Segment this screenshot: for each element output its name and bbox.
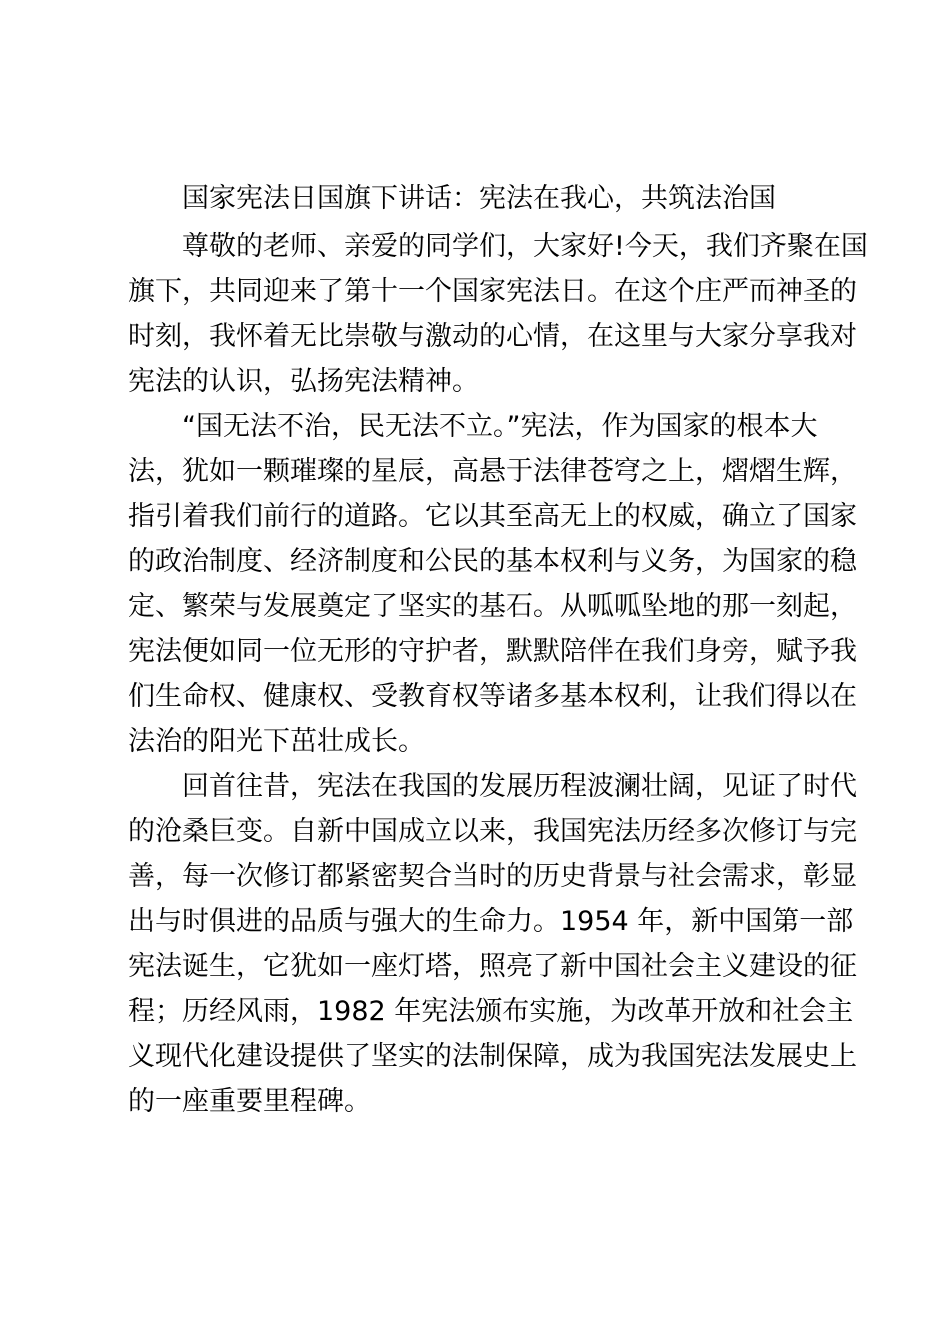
- text-line: 的政治制度、经济制度和公民的基本权利与义务，为国家的稳: [128, 546, 857, 577]
- text-line: 法，犹如一颗璀璨的星辰，高悬于法律苍穹之上，熠熠生辉，: [128, 456, 857, 487]
- text-line: 旗下，共同迎来了第十一个国家宪法日。在这个庄严而神圣的: [128, 276, 857, 307]
- text-line: 义现代化建设提供了坚实的法制保障，成为我国宪法发展史上: [128, 1041, 857, 1072]
- text-line: 善，每一次修订都紧密契合当时的历史背景与社会需求，彰显: [128, 861, 857, 892]
- text-line: 程；历经风雨，1982 年宪法颁布实施，为改革开放和社会主: [128, 996, 854, 1027]
- text-line: 法治的阳光下茁壮成长。: [128, 726, 425, 757]
- document-title: 国家宪法日国旗下讲话：宪法在我心，共筑法治国: [182, 183, 776, 214]
- text-line: 们生命权、健康权、受教育权等诸多基本权利，让我们得以在: [128, 681, 857, 712]
- text-line: “国无法不治，民无法不立。”宪法，作为国家的根本大: [182, 411, 818, 442]
- text-line: 的一座重要里程碑。: [128, 1086, 371, 1117]
- text-line: 尊敬的老师、亲爱的同学们，大家好!今天，我们齐聚在国: [182, 231, 868, 262]
- text-line: 宪法的认识，弘扬宪法精神。: [128, 366, 479, 397]
- document-body: [128, 224, 868, 1124]
- text-line: 出与时俱进的品质与强大的生命力。1954 年，新中国第一部: [128, 906, 854, 937]
- paragraph-greeting: [128, 224, 868, 404]
- text-line: 回首往昔，宪法在我国的发展历程波澜壮阔，见证了时代: [182, 771, 857, 802]
- paragraph-constitution-importance: [128, 404, 857, 764]
- text-line: 的沧桑巨变。自新中国成立以来，我国宪法历经多次修订与完: [128, 816, 857, 847]
- text-line: 指引着我们前行的道路。它以其至高无上的权威，确立了国家: [128, 501, 857, 532]
- text-line: 宪法诞生，它犹如一座灯塔，照亮了新中国社会主义建设的征: [128, 951, 857, 982]
- text-line: 定、繁荣与发展奠定了坚实的基石。从呱呱坠地的那一刻起，: [128, 591, 857, 622]
- text-line: 宪法便如同一位无形的守护者，默默陪伴在我们身旁，赋予我: [128, 636, 857, 667]
- text-line: 时刻，我怀着无比崇敬与激动的心情，在这里与大家分享我对: [128, 321, 857, 352]
- paragraph-constitution-history: [128, 764, 857, 1124]
